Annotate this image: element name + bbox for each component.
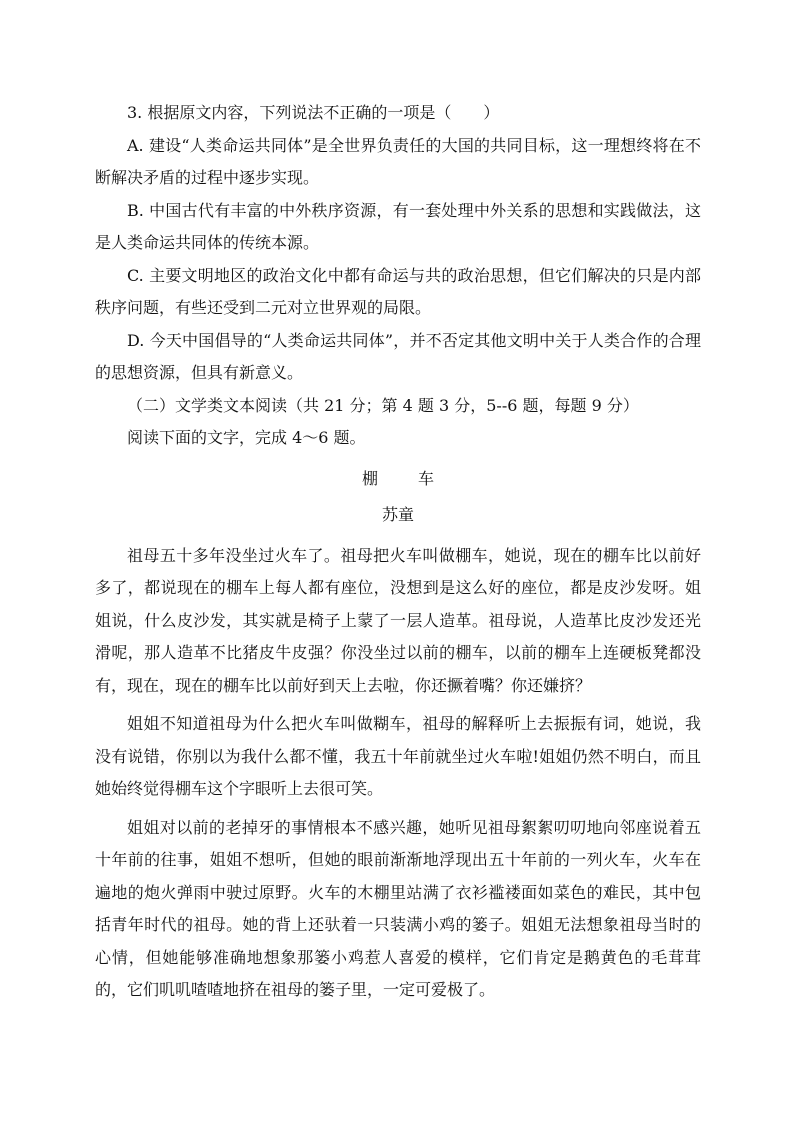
story-author: 苏童 [381,505,414,524]
story-paragraph: 姐姐不知道祖母为什么把火车叫做糊车，祖母的解释听上去振振有词，她说，我没有说错，你别以为我什么都不懂，我五十年前就坐过火车啦!姐姐仍然不明白，而且她始终觉得棚车这个字眼听上去很可笑。 [95,714,701,798]
question-3-stem: 3. 根据原文内容，下列说法不正确的一项是（ ） [127,103,500,122]
question-3-option-c: C. 主要文明地区的政治文化中都有命运与共的政治思想，但它们解决的只是内部秩序问题，有些还受到二元对立世界观的局限。 [95,265,701,317]
story-title-part-2: 车 [418,468,435,488]
question-3-option-d: D. 今天中国倡导的“人类命运共同体”，并不否定其他文明中关于人类合作的合理的思想资源，但具有新意义。 [95,330,701,382]
section-instruction: 阅读下面的文字，完成 4～6 题。 [127,428,366,447]
story-paragraph: 姐姐对以前的老掉牙的事情根本不感兴趣，她听见祖母絮絮叨叨地向邻座说着五十年前的往事，姐姐不想听，但她的眼前渐渐地浮现出五十年前的一列火车，火车在遍地的炮火弹雨中驶过原野。火车的木棚里站满了衣衫褴褛面如菜色的难民，其中包括青年时代的祖母。她的背上还驮着一只装满小鸡的篓子。姐姐无法想象祖母当时的心情，但她能够准确地想象那篓小鸡惹人喜爱的模样，它们肯定是鹅黄色的毛茸茸的，它们叽叽喳喳地挤在祖母的篓子里，一定可爱极了。 [95,817,701,999]
story-body [95,540,701,1007]
story-title-part-1: 棚 [361,468,378,488]
story-title [95,463,701,496]
story-paragraph: 祖母五十多年没坐过火车了。祖母把火车叫做棚车，她说，现在的棚车比以前好多了，都说现在的棚车上每人都有座位，没想到是这么好的座位，都是皮沙发呀。姐姐说，什么皮沙发，其实就是椅子上蒙了一层人造革。祖母说，人造革比皮沙发还光滑呢，那人造革不比猪皮牛皮强？你没坐过以前的棚车，以前的棚车上连硬板凳都没有，现在，现在的棚车比以前好到天上去啦，你还撅着嘴？你还嫌挤？ [95,545,701,695]
question-3-option-b: B. 中国古代有丰富的中外秩序资源，有一套处理中外关系的思想和实践做法，这是人类命运共同体的传统本源。 [95,200,701,252]
section-heading: （二）文学类文本阅读（共 21 分；第 4 题 3 分，5--6 题，每题 9 分） [127,395,639,415]
question-3-option-a: A. 建设“人类命运共同体”是全世界负责任的大国的共同目标，这一理想终将在不断解决矛盾的过程中逐步实现。 [95,135,701,187]
document-content [95,97,701,1007]
